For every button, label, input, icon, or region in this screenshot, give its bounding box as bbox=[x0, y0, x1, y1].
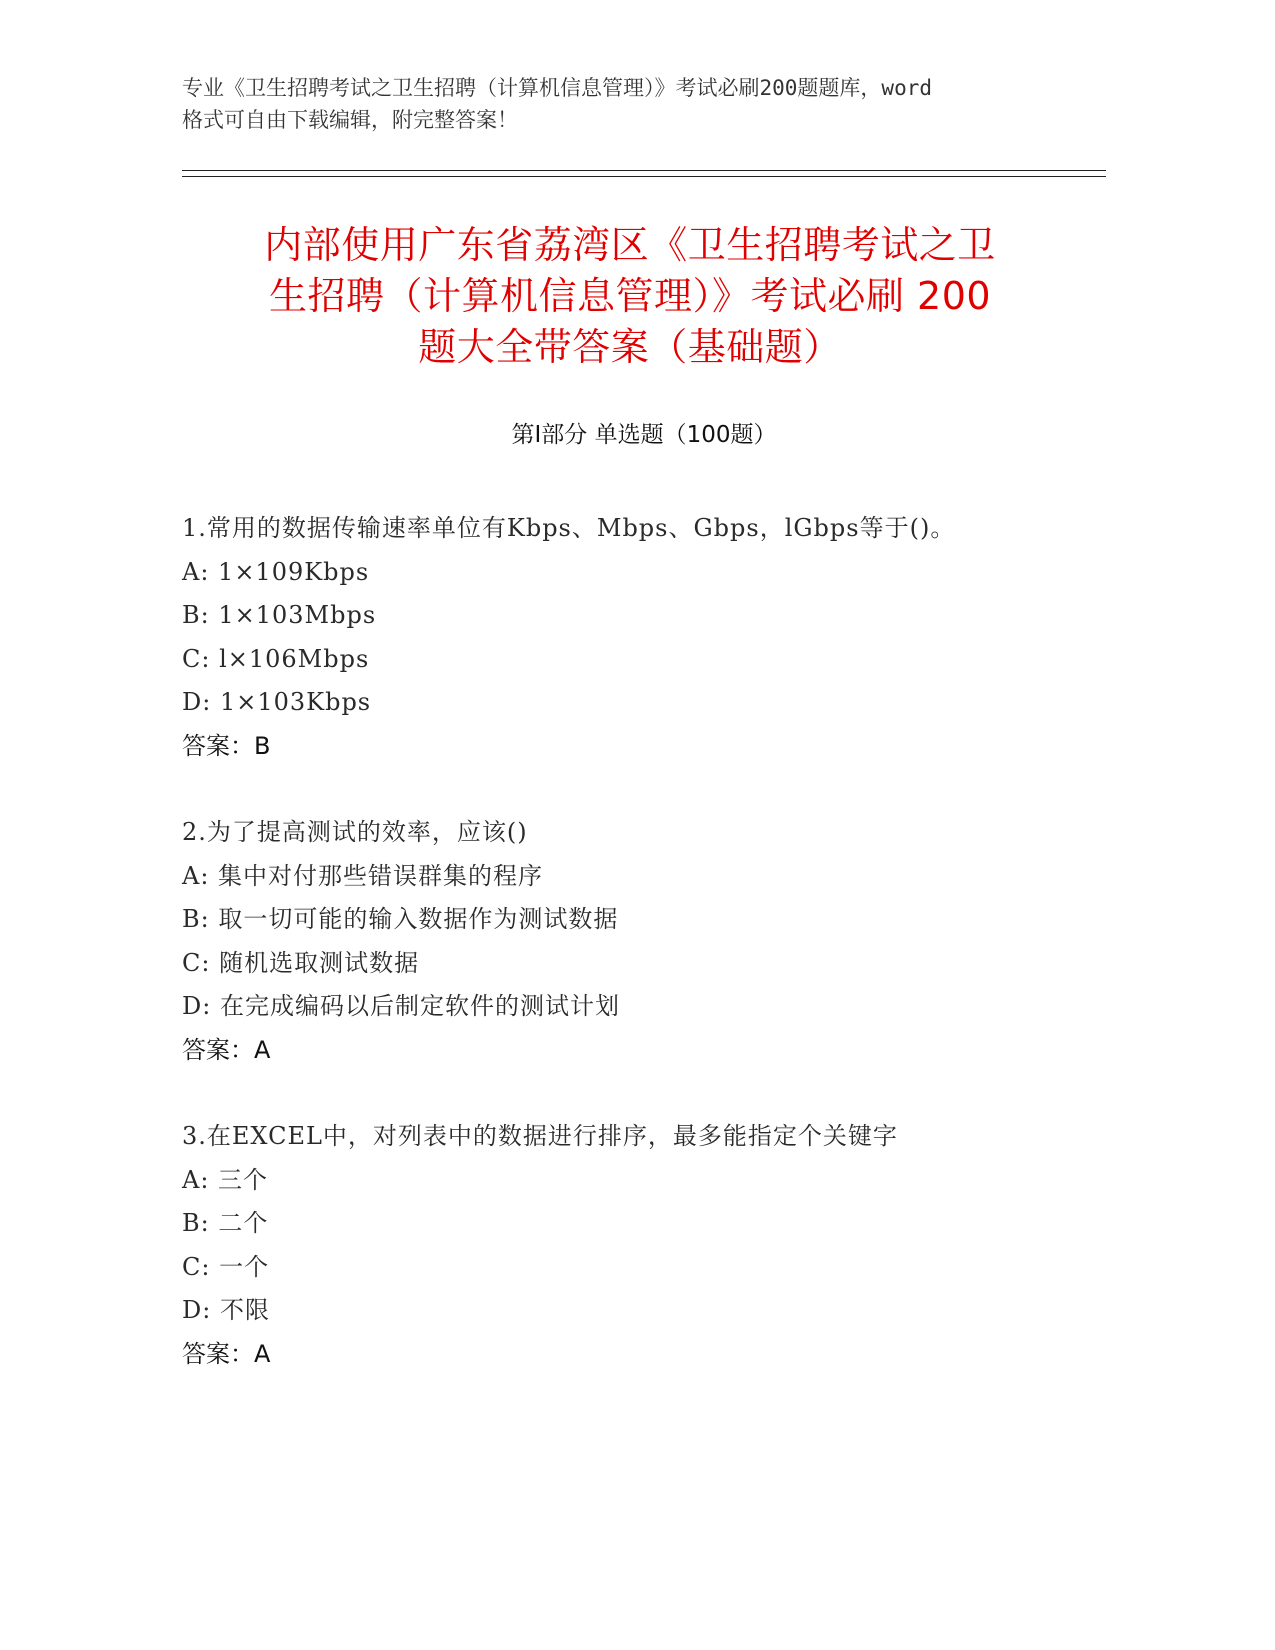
question-1 bbox=[182, 507, 1082, 768]
header-line-2: 格式可自由下载编辑，附完整答案！ bbox=[182, 108, 518, 132]
title-line-2: 生招聘（计算机信息管理）》考试必刷 200 bbox=[268, 274, 992, 318]
option-c: C: l×106Mbps bbox=[182, 644, 370, 673]
option-d: D: 在完成编码以后制定软件的测试计划 bbox=[182, 992, 620, 1020]
option-a: A: 集中对付那些错误群集的程序 bbox=[182, 861, 544, 890]
header-line-1: 专业《卫生招聘考试之卫生招聘（计算机信息管理）》考试必刷200题题库，word bbox=[182, 76, 932, 100]
option-b: B: 二个 bbox=[182, 1209, 269, 1237]
title-line-3: 题大全带答案（基础题） bbox=[418, 325, 842, 369]
question-answer: 答案：A bbox=[182, 1035, 271, 1064]
option-c: C: 一个 bbox=[182, 1252, 270, 1281]
title-line-1: 内部使用广东省荔湾区《卫生招聘考试之卫 bbox=[264, 223, 996, 267]
question-stem: 3.在EXCEL中，对列表中的数据进行排序，最多能指定个关键字 bbox=[182, 1122, 898, 1150]
option-d: D: 1×103Kbps bbox=[182, 688, 372, 716]
question-answer: 答案：B bbox=[182, 731, 271, 760]
document-title bbox=[160, 220, 1100, 373]
question-answer: 答案：A bbox=[182, 1339, 271, 1368]
option-d: D: 不限 bbox=[182, 1296, 270, 1324]
option-b: B: 1×103Mbps bbox=[182, 601, 377, 629]
header-divider-top bbox=[182, 170, 1106, 171]
option-a: A: 三个 bbox=[182, 1165, 269, 1194]
question-stem: 1.常用的数据传输速率单位有Kbps、Mbps、Gbps，lGbps等于()。 bbox=[182, 514, 956, 542]
question-stem: 2.为了提高测试的效率，应该() bbox=[182, 818, 528, 846]
option-a: A: 1×109Kbps bbox=[182, 557, 370, 586]
section-title: 第Ⅰ部分 单选题（100题） bbox=[511, 422, 777, 448]
question-list bbox=[182, 507, 1082, 1419]
question-2 bbox=[182, 811, 1082, 1072]
document-header bbox=[182, 72, 1082, 136]
header-divider-bottom bbox=[182, 176, 1106, 177]
option-c: C: 随机选取测试数据 bbox=[182, 948, 420, 977]
option-b: B: 取一切可能的输入数据作为测试数据 bbox=[182, 905, 619, 933]
question-3 bbox=[182, 1115, 1082, 1376]
